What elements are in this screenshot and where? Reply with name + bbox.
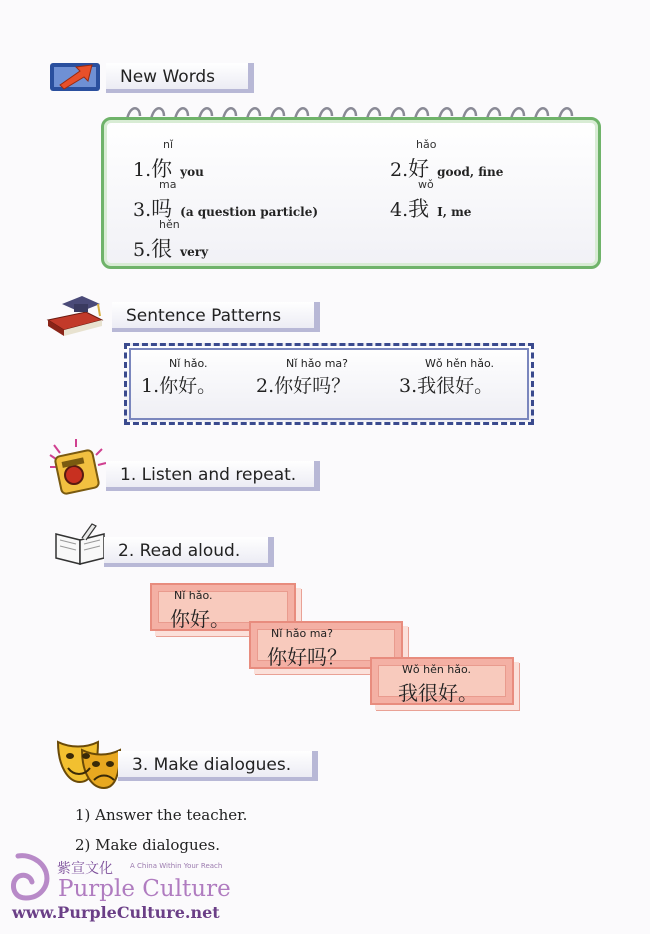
task-item: 1) Answer the teacher.: [75, 806, 248, 824]
read-card: Nǐ hǎo ma? 你好吗？: [249, 621, 403, 669]
read-card: Wǒ hěn hǎo. 我很好。: [370, 657, 514, 705]
word-item: nǐ 1.你 you: [133, 138, 204, 181]
word-item: wǒ 4.我 I, me: [390, 178, 472, 221]
watermark-chinese: 紫宣文化: [57, 861, 113, 877]
task-item: 2) Make dialogues.: [75, 836, 220, 854]
radio-icon: [44, 437, 110, 497]
sentence-item: Nǐ hǎo. 1.你好。: [141, 357, 217, 397]
read-card: Nǐ hǎo. 你好。: [150, 583, 296, 631]
watermark-url: www.PurpleCulture.net: [12, 903, 220, 922]
sentence-item: Wǒ hěn hǎo. 3.我很好。: [399, 357, 495, 397]
section-header-read: 2. Read aloud.: [104, 537, 274, 567]
word-item: ma 3.吗 (a question particle): [133, 178, 319, 221]
section-header-sentence-patterns: Sentence Patterns: [112, 302, 320, 332]
arrow-icon: [46, 57, 110, 97]
word-item: hǎo 2.好 good, fine: [390, 138, 504, 181]
book-and-cap-icon: [42, 290, 108, 336]
open-book-icon: [52, 520, 108, 568]
section-header-dialogues: 3. Make dialogues.: [118, 751, 318, 781]
watermark-name: Purple Culture: [58, 876, 231, 902]
theater-masks-icon: [54, 736, 124, 790]
word-item: hěn 5.很 very: [133, 218, 209, 261]
watermark-tagline: A China Within Your Reach: [130, 862, 223, 870]
sentence-item: Nǐ hǎo ma? 2.你好吗？: [256, 357, 351, 397]
section-header-listen: 1. Listen and repeat.: [106, 461, 320, 491]
purple-culture-logo-icon: [8, 852, 54, 902]
section-header-new-words: New Words: [106, 63, 254, 93]
